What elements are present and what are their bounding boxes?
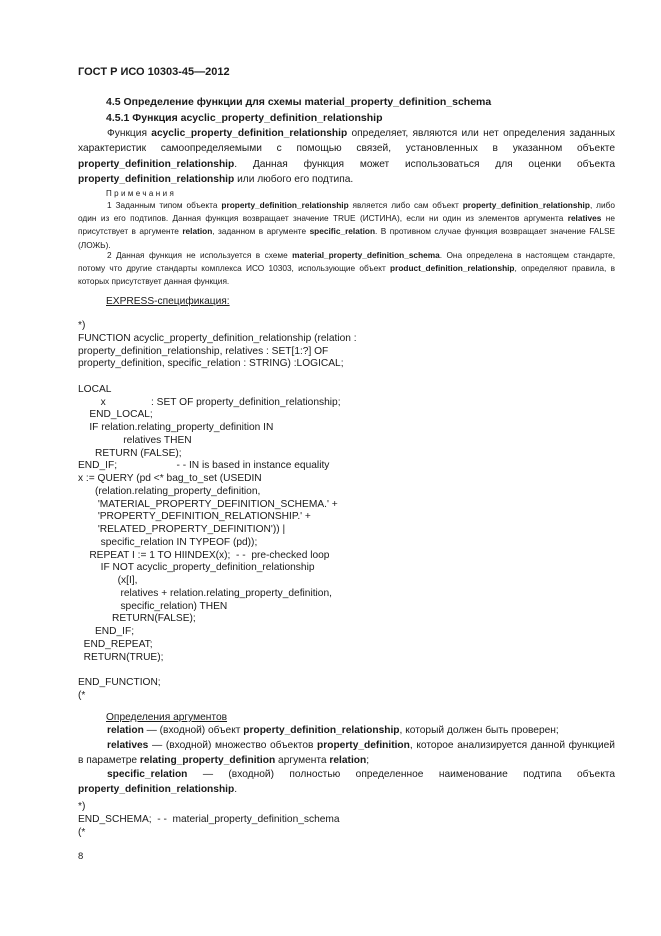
arg-term: property_definition_relationship [243, 725, 400, 736]
note-text: , определяют правила, в которых присутствует данная функция. [78, 263, 615, 287]
arg-term: relation [107, 725, 144, 736]
arg-text: ; [366, 755, 370, 767]
intro-text: или любого его подтипа. [234, 173, 354, 185]
express-spec-label: EXPRESS-спецификация: [106, 296, 230, 307]
code-line: 'RELATED_PROPERTY_DEFINITION')) | [78, 524, 286, 535]
code-line: RETURN (FALSE); [78, 447, 182, 459]
note-term: property_definition_relationship [221, 200, 349, 210]
code-line: x : SET OF property_definition_relationship; [78, 396, 341, 408]
note-term: specific_relation [309, 226, 376, 237]
code-line: END_LOCAL; [78, 409, 153, 421]
notes-heading: Примечания [106, 189, 177, 198]
subsection-title: 4.5.1 Функция acyclic_property_definition_relationship [106, 112, 383, 124]
code-line: END_REPEAT; [78, 638, 153, 650]
code-line [78, 664, 357, 677]
code-line: END_FUNCTION; [78, 677, 161, 688]
note-term: relation [182, 226, 213, 237]
code-line: specific_relation IN TYPEOF (pd)); [78, 536, 258, 548]
note-text: , заданном в аргументе [212, 226, 310, 237]
note-text: является либо сам объект [348, 200, 463, 210]
code-line [78, 371, 357, 384]
note-text: . Она определена в настоящем стандарте, потому что другие стандарты комплекса ИСО 10303, использующие объект [78, 250, 616, 274]
arg-text: , который должен быть проверен; [399, 725, 559, 736]
section-title: 4.5 Определение функции для схемы material_property_definition_schema [106, 96, 492, 108]
code-line: IF relation.relating_property_definition IN [78, 422, 274, 433]
code-line: FUNCTION acyclic_property_definition_relationship (relation : [78, 332, 357, 344]
arg-term: relatives [107, 740, 149, 751]
note-text: 1 Заданным типом объекта [107, 200, 222, 210]
code-line: (relation.relating_property_definition, [78, 485, 261, 497]
arg-term: relating_property_definition [139, 755, 276, 767]
arg-term: relation [329, 755, 367, 767]
code-line: property_definition_relationship, relatives : SET[1:?] OF [78, 345, 329, 357]
code-line: LOCAL [78, 383, 112, 395]
code-line: 'MATERIAL_PROPERTY_DEFINITION_SCHEMA.' + [78, 498, 338, 510]
arg-text: . [234, 784, 238, 796]
code-line: 'PROPERTY_DEFINITION_RELATIONSHIP.' + [78, 511, 311, 523]
page-number: 8 [78, 851, 84, 862]
code-line: IF NOT acyclic_property_definition_relationship [78, 562, 315, 574]
arg-text: аргумента [275, 755, 330, 767]
document-header: ГОСТ Р ИСО 10303-45—2012 [78, 66, 230, 78]
arg-term: specific_relation [107, 769, 188, 780]
note-term: product_definition_relationship [390, 263, 515, 274]
arg-text: — (входной) множество объектов [148, 740, 318, 751]
note-text: . В противном случае функция возвращает значение FALSE (ЛОЖЬ). [78, 226, 616, 250]
intro-text: . Данная функция может использоваться для оценки объекта [234, 158, 615, 170]
arg-term: property_definition_relationship [78, 784, 235, 796]
code-line: relatives + relation.relating_property_definition, [78, 587, 332, 599]
code-line: (* [78, 689, 86, 701]
arg-text: — (входной) полностью определенное наименование подтипа объекта [187, 769, 615, 780]
schema-end-block [78, 801, 340, 839]
note-term: relatives [567, 213, 602, 224]
intro-term: property_definition_relationship [78, 173, 235, 185]
intro-paragraph [78, 126, 615, 187]
note-text: , либо один из его подтипов. Данная функция возвращает значение TRUE (ИСТИНА), если ни один из элементов аргумента [78, 200, 616, 224]
code-line: specific_relation) THEN [78, 600, 228, 612]
code-line: END_SCHEMA; - - material_property_definition_schema [78, 813, 340, 825]
arg-text: , которое анализируется данной функцией в параметре [78, 740, 615, 767]
code-line: RETURN(FALSE); [78, 613, 196, 625]
intro-text: определяет, являются или нет определения заданных характеристик самоопределяемыми с помощью связей, установленных в указанном объекте [78, 128, 616, 155]
arg-term: property_definition [317, 740, 410, 751]
note-1 [78, 199, 615, 252]
code-line: REPEAT I := 1 TO HIINDEX(x); - - pre-checked loop [78, 549, 330, 561]
intro-term: property_definition_relationship [78, 158, 235, 170]
arg-relatives-definition [78, 738, 615, 769]
code-line: x := QUERY (pd <* bag_to_set (USEDIN [78, 473, 262, 484]
note-2 [78, 249, 615, 289]
code-line: END_IF; - - IN is based in instance equality [78, 460, 330, 472]
note-text: не присутствует в аргументе [78, 213, 615, 237]
note-term: material_property_definition_schema [292, 250, 440, 260]
express-code-block [78, 320, 357, 703]
intro-text: Функция [107, 128, 152, 139]
arg-relation-definition [78, 723, 615, 738]
intro-term: acyclic_property_definition_relationship [151, 128, 348, 139]
code-line: *) [78, 801, 86, 812]
arg-text: — (входной) объект [143, 725, 244, 736]
code-line: RETURN(TRUE); [78, 651, 164, 663]
arg-specific-relation-definition [78, 767, 615, 798]
code-line: END_IF; [78, 626, 135, 637]
code-line: (x[I], [78, 575, 138, 586]
code-line: property_definition, specific_relation : STRING) :LOGICAL; [78, 358, 344, 370]
code-line: (* [78, 826, 86, 838]
code-line: relatives THEN [78, 434, 192, 446]
argument-definitions-heading: Определения аргументов [106, 712, 228, 723]
note-text: 2 Данная функция не используется в схеме [107, 250, 293, 260]
note-term: property_definition_relationship [462, 200, 590, 210]
code-line: *) [78, 320, 86, 331]
